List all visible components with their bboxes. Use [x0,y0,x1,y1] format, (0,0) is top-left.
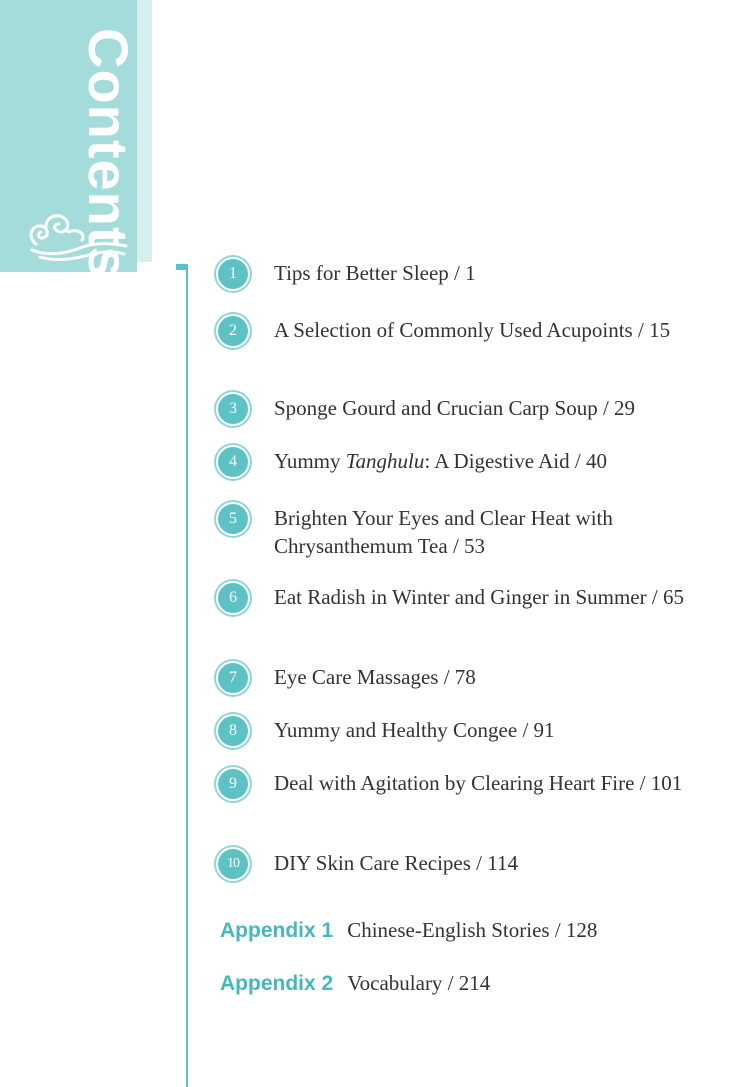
timeline-rule-cap [176,264,188,270]
appendix-title: Chinese-English Stories / 128 [347,918,598,942]
toc-item-7[interactable] [218,663,684,693]
chapter-number-badge: 7 [218,663,248,693]
toc-item-9[interactable] [218,769,684,799]
chapter-title: Brighten Your Eyes and Clear Heat with Chrysanthemum Tea / 53 [274,506,613,558]
toc-item-5[interactable] [218,504,684,560]
chapter-number-badge: 4 [218,447,248,477]
chapter-title-italic: Tanghulu [345,449,425,473]
appendix-label: Appendix 2 [220,972,334,995]
chapter-number-badge: 8 [218,716,248,746]
chapter-title: Eye Care Massages / 78 [274,665,476,689]
page-title: Contents [77,28,140,279]
toc-item-8[interactable] [218,716,684,746]
toc-item-1[interactable] [218,259,684,289]
chapter-number-badge: 2 [218,316,248,346]
toc-item-4[interactable] [218,447,684,477]
chapter-title: DIY Skin Care Recipes / 114 [274,851,518,875]
chapter-title: Sponge Gourd and Crucian Carp Soup / 29 [274,396,636,420]
chapter-number-badge: 9 [218,769,248,799]
toc-item-2[interactable] [218,316,684,346]
chapter-number-badge: 6 [218,583,248,613]
toc-appendix-1[interactable] [220,918,597,943]
timeline-rule [186,264,188,1087]
chapter-title [274,447,684,475]
toc-item-6[interactable] [218,583,684,613]
auspicious-cloud-icon [26,204,130,264]
chapter-title-post: : A Digestive Aid / 40 [424,449,607,473]
toc-appendix-2[interactable] [220,971,490,996]
toc-item-10[interactable] [218,849,684,879]
chapter-number-badge: 3 [218,394,248,424]
appendix-title: Vocabulary / 214 [347,971,491,995]
appendix-label: Appendix 1 [220,919,334,942]
chapter-number-badge: 5 [218,504,248,534]
chapter-title-pre: Yummy [274,449,346,473]
chapter-title: Yummy and Healthy Congee / 91 [274,718,555,742]
chapter-number-badge: 10 [218,849,248,879]
chapter-title: Deal with Agitation by Clearing Heart Fire / 101 [274,771,683,795]
chapter-number-badge: 1 [218,259,248,289]
chapter-title: Eat Radish in Winter and Ginger in Summer / 65 [274,585,684,609]
chapter-title: A Selection of Commonly Used Acupoints / 15 [274,318,671,342]
toc-item-3[interactable] [218,394,684,424]
chapter-title: Tips for Better Sleep / 1 [274,261,476,285]
